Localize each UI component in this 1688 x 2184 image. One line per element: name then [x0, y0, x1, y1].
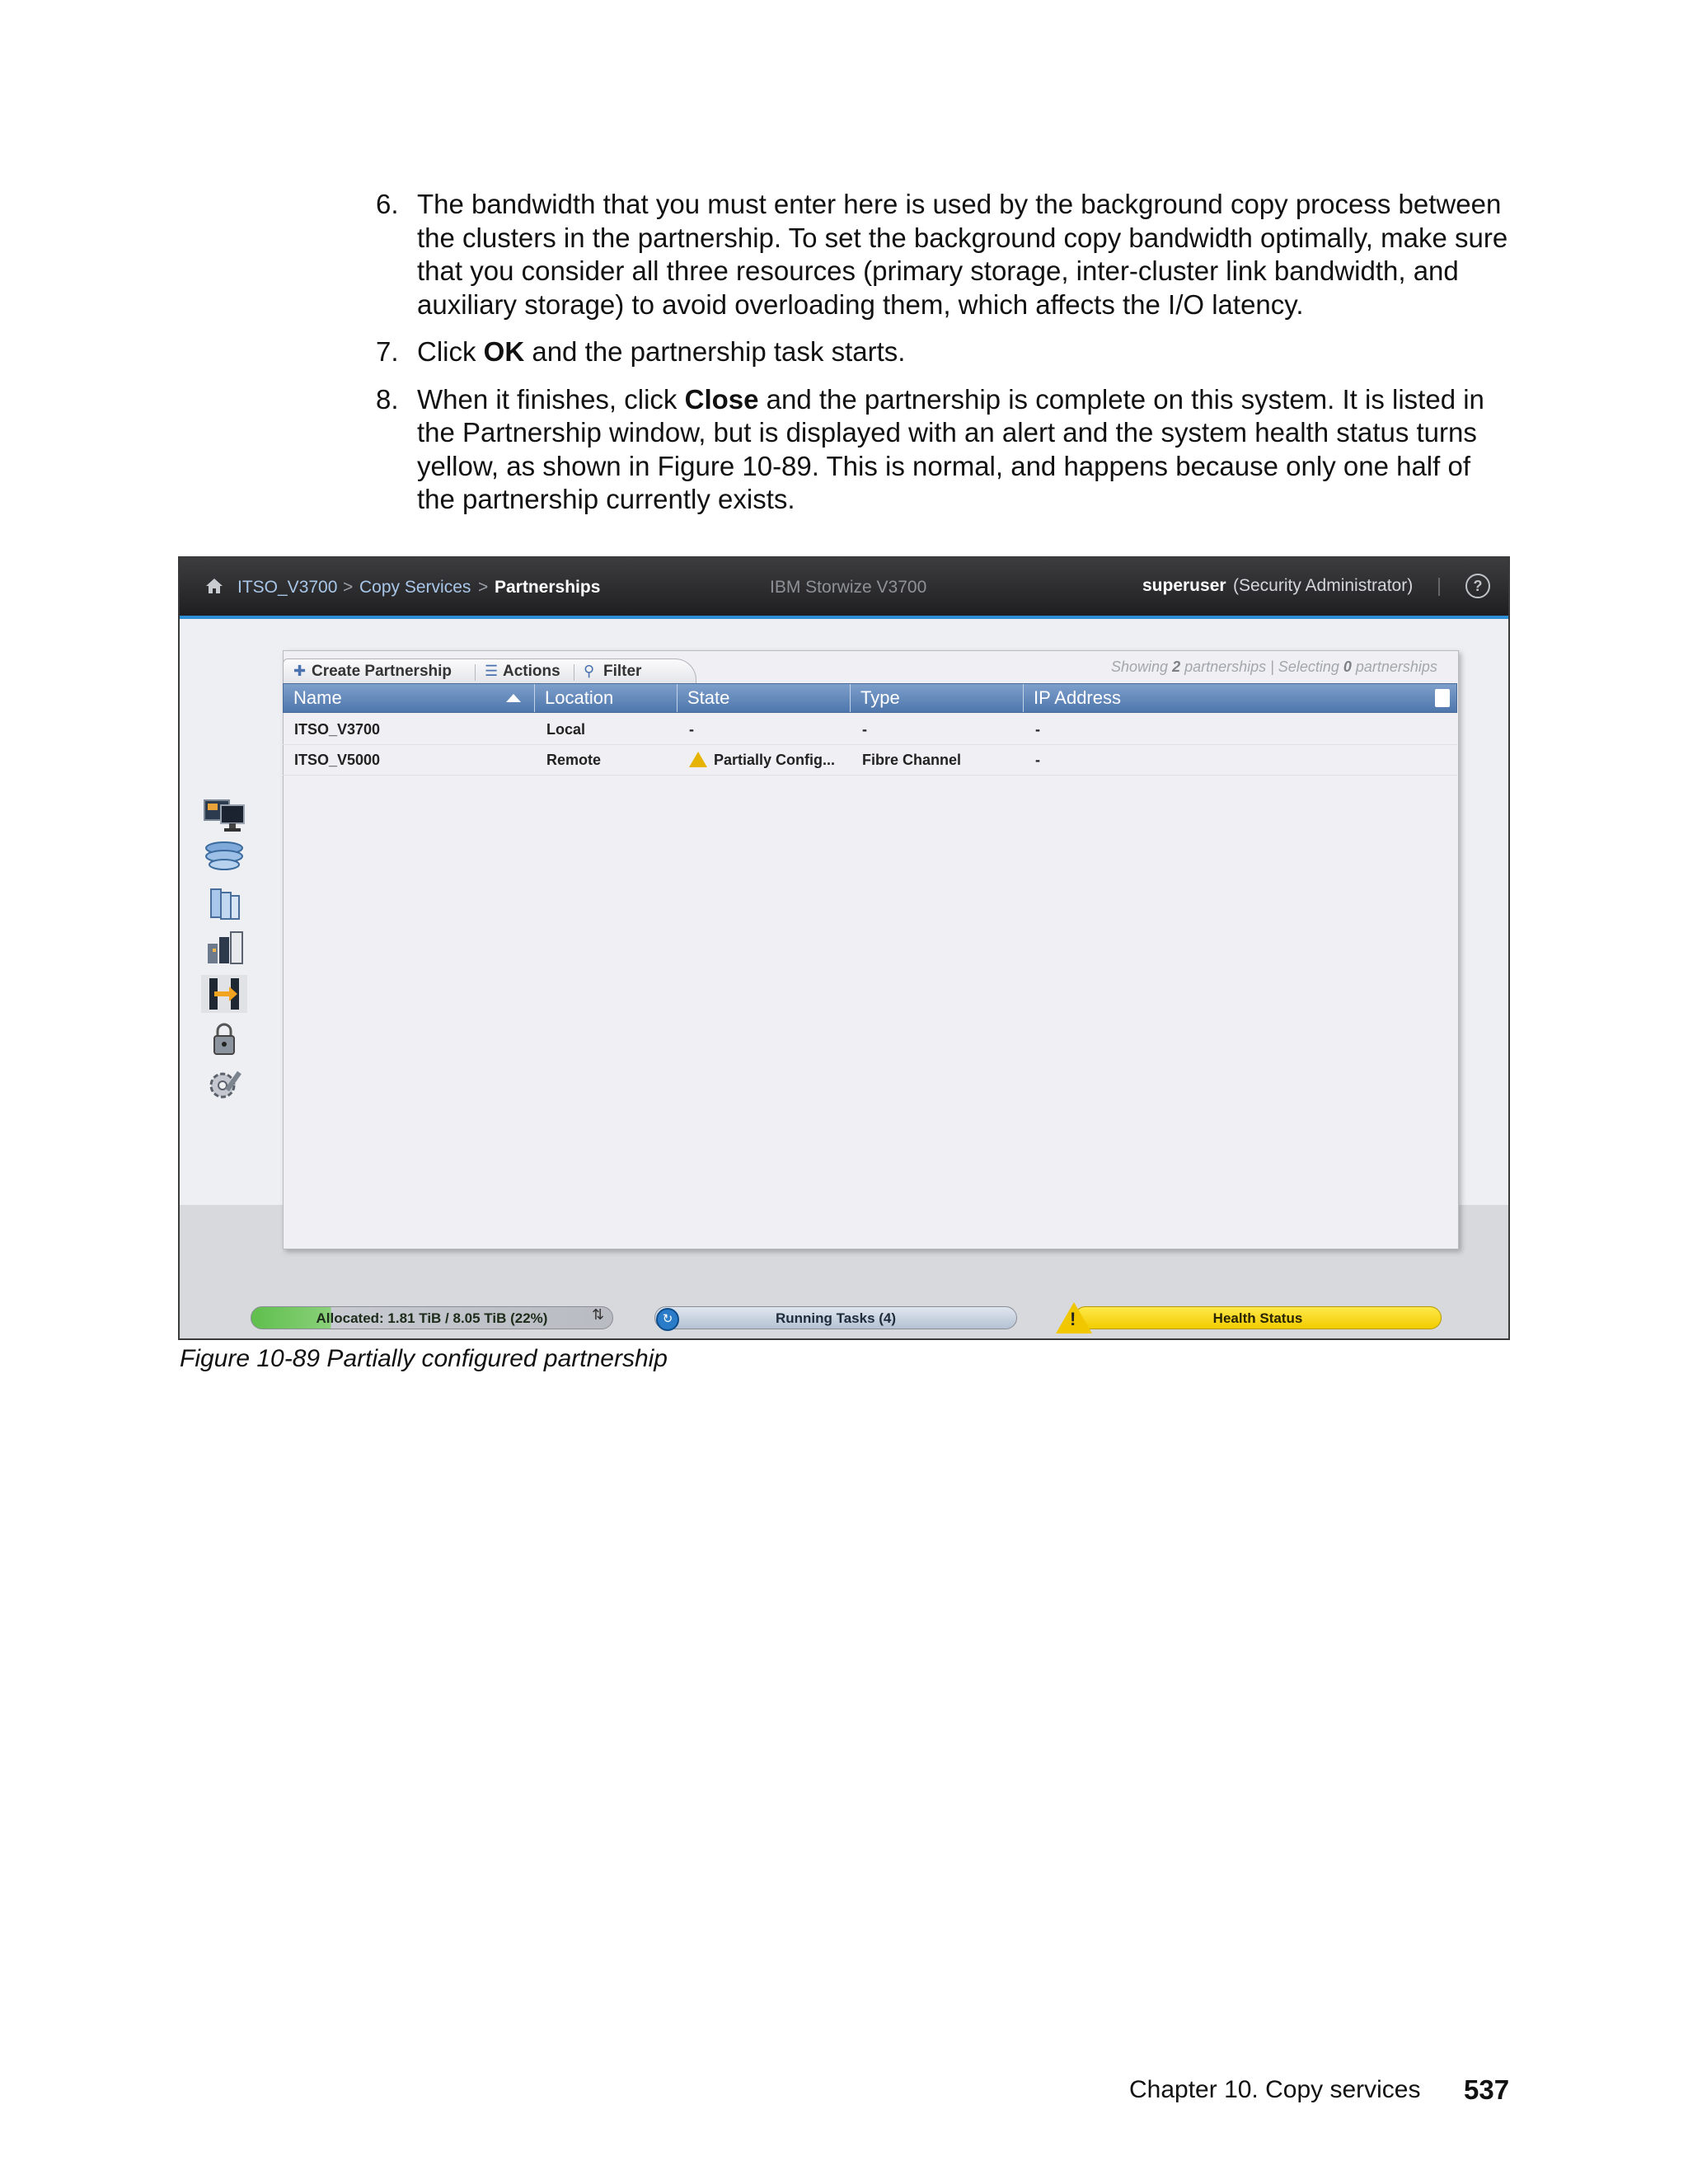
step-text: When it finishes, click Close and the partnership is complete on this system. It is listed in the Partnership window, but is displayed with an alert and the system health status turns yellow, as shown in Figure 10-89. This is normal, and happens because only one half of the partnership currently exists. — [417, 383, 1484, 514]
volumes-icon[interactable] — [201, 884, 247, 922]
selection-summary: Showing 2 partnerships | Selecting 0 partnerships — [1111, 658, 1437, 675]
cell-ip-address: - — [1035, 752, 1040, 768]
divider — [1438, 578, 1440, 596]
page-number: 537 — [1464, 2074, 1510, 2105]
chapter-footer: Chapter 10. Copy services — [1129, 2076, 1421, 2103]
step-number: 8. — [376, 383, 399, 415]
toggle-arrows-icon[interactable]: ⇅ — [592, 1306, 605, 1323]
column-picker-icon[interactable] — [1435, 689, 1450, 707]
warning-icon — [689, 752, 707, 767]
breadcrumb-separator: > — [343, 578, 354, 597]
cell-location: Remote — [546, 752, 602, 768]
home-icon[interactable] — [204, 576, 224, 596]
refresh-icon: ↻ — [656, 1308, 679, 1331]
actions-button[interactable]: Actions — [503, 663, 560, 680]
table-row[interactable] — [283, 715, 1457, 745]
table-header — [283, 683, 1457, 713]
column-header-name[interactable]: Name — [284, 684, 535, 712]
settings-icon[interactable] — [201, 1066, 247, 1104]
close-term: Close — [684, 383, 759, 415]
column-header-state[interactable]: State — [678, 684, 851, 712]
cell-state: Partially Config... — [689, 745, 835, 776]
breadcrumb-partnerships: Partnerships — [495, 578, 601, 597]
cell-ip-address: - — [1035, 721, 1040, 738]
cell-type: Fibre Channel — [862, 752, 962, 768]
help-icon[interactable]: ? — [1465, 574, 1490, 598]
sort-ascending-icon — [506, 694, 521, 702]
ok-term: OK — [483, 336, 525, 367]
health-status-bar[interactable]: Health Status — [1074, 1306, 1442, 1329]
column-header-type[interactable]: Type — [851, 684, 1024, 712]
product-name: IBM Storwize V3700 — [770, 578, 927, 597]
figure-caption: Figure 10-89 Partially configured partnership — [180, 1345, 668, 1372]
cell-type: - — [862, 721, 867, 738]
search-icon: ⚲ — [584, 663, 595, 679]
breadcrumb-copy-services[interactable]: Copy Services — [359, 578, 471, 597]
step-text: Click OK and the partnership task starts. — [417, 336, 906, 367]
cell-name: ITSO_V3700 — [294, 721, 381, 738]
column-header-ip-address[interactable]: IP Address — [1034, 687, 1121, 708]
list-icon: ☰ — [485, 663, 499, 679]
step-6 — [376, 188, 1513, 321]
hosts-icon[interactable] — [201, 929, 247, 967]
table-row[interactable] — [283, 745, 1457, 776]
step-8 — [376, 383, 1513, 517]
pools-icon[interactable] — [201, 838, 247, 876]
breadcrumb-separator: > — [478, 578, 489, 597]
user-name[interactable]: superuser — [1142, 576, 1226, 595]
cell-location: Local — [546, 721, 586, 738]
breadcrumb-system[interactable]: ITSO_V3700 — [237, 578, 338, 597]
toolbar-divider — [475, 664, 476, 681]
create-partnership-button[interactable]: Create Partnership — [312, 663, 452, 680]
plus-icon: ✚ — [293, 663, 307, 679]
column-header-location[interactable]: Location — [535, 684, 678, 712]
partnerships-screenshot — [178, 556, 1510, 1340]
cell-name: ITSO_V5000 — [294, 752, 381, 768]
monitoring-icon[interactable] — [201, 797, 247, 835]
user-role: (Security Administrator) — [1233, 576, 1414, 595]
step-text: The bandwidth that you must enter here is used by the background copy process between the clusters in the partnership. To set the background copy bandwidth optimally, make sure that you consider all three resources (primary storage, inter-cluster link bandwidth, and auxiliary storage) to avoid overloading them, which affects the I/O latency. — [417, 189, 1508, 320]
running-tasks-bar[interactable]: Running Tasks (4) — [654, 1306, 1017, 1329]
copy-services-icon[interactable] — [201, 975, 247, 1013]
filter-button[interactable]: Filter — [603, 663, 642, 680]
allocated-capacity-bar[interactable]: Allocated: 1.81 TiB / 8.05 TiB (22%) — [251, 1306, 613, 1329]
instruction-steps — [376, 188, 1513, 531]
step-number: 6. — [376, 189, 399, 219]
toolbar — [283, 658, 696, 686]
step-number: 7. — [376, 336, 399, 367]
access-icon[interactable] — [201, 1021, 247, 1059]
cell-state: - — [689, 721, 694, 738]
top-bar — [180, 558, 1508, 619]
health-warning-icon: ! — [1056, 1302, 1092, 1333]
step-7 — [376, 335, 1513, 369]
